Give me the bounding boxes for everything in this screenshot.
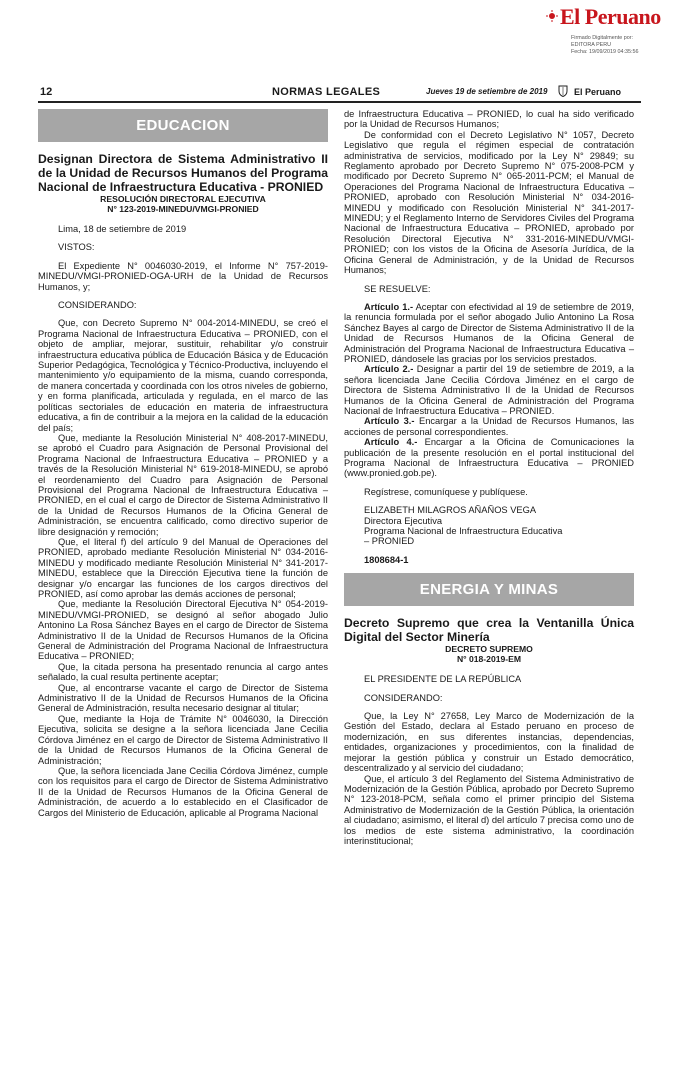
signature-line: Firmado Digitalmente por:: [571, 35, 634, 41]
article-text: Encargar a la Unidad de Recursos Humanos, las acciones de personal correspondientes.: [344, 416, 634, 437]
article-headline: Designan Directora de Sistema Administrativo II de la Unidad de Recursos Humanos del Programa Nacional de Infraestructura Educativa - PRONIED: [38, 152, 328, 194]
paragraph: Que, el artículo 3 del Reglamento del Sistema Administrativo de Modernización de la Gestión Pública, aprobado por Decreto Supremo N° 123-2018-PCM, señala como el primer principio del Sistema Administrativo de Modernización de la Gestión Pública, la orientación al ciudadano; asimismo, el literal d) del artículo 7 precisa como uno de los medios de este sistema administrativo, la coordinación interinstitucional;: [344, 773, 634, 846]
digital-signature: [571, 35, 675, 56]
publication-code: 1808684-1: [364, 554, 409, 565]
place-date: Lima, 18 de setiembre de 2019: [58, 224, 187, 234]
paragraph-continuation: de Infraestructura Educativa – PRONIED, lo cual ha sido verificado por la Unidad de Recursos Humanos;: [344, 109, 634, 130]
paragraph: Que, mediante la Resolución Ministerial N° 408-2017-MINEDU, se aprobó el Cuadro para Asignación de Personal Provisional del Programa Nacional de Infraestructura Educativa – PRONIED y a través de la Resolución Ministerial N° 619-2018-MINEDU, se aprobó el reordenamiento del Cuadro para Asignación de Personal Provisional del Programa Nacional de Infraestructura Educativa – PRONIED, en el cual el cargo de Director de Sistema Administrativo II de la Unidad de Recursos Humanos de la Oficina General de Administración, se encuentra calificado, como directivo superior de libre designación y remoción;: [38, 432, 328, 537]
signatory-role: Directora Ejecutiva: [364, 515, 443, 526]
signatory-block: [364, 505, 634, 547]
article-label: Artículo 4.-: [364, 437, 418, 448]
paragraph: Que, el literal f) del artículo 9 del Manual de Operaciones del PRONIED, aprobado mediante Resolución Ministerial N° 034-2016-MINEDU y modificado mediante Resolución Ministerial N° 341-2017-MINEDU, establece que la Dirección Ejecutiva tiene la función de designar y/o encargar las funciones de los cargos directivos del PRONIED, así como aprobar las demás acciones de personal;: [38, 536, 328, 599]
article-item: [344, 437, 634, 479]
conformidad-paragraph: De conformidad con el Decreto Legislativo N° 1057, Decreto Legislativo que regula el régimen especial de contratación administrativa de servicios, modificado por la Ley N° 29849; su Reglamento aprobado por Decreto Supremo N° 075-2008-PCM y modificado por Decreto Supremo N° 065-2011-PCM; el Manual de Operaciones del Programa Nacional de Infraestructura Educativa – PRONIED, aprobado con Resolución Ministerial N° 034-2016-MINEDU y modificado con Resolución Ministerial N° 341-2017-MINEDU; y el Reglamento Interno de Servidores Civiles del Programa Nacional de Infraestructura Educativa – PRONIED, aprobado por Resolución Directoral Ejecutiva N° 331-2016-MINEDU/VMGI-PRONIED; con los vistos de la Oficina de Asesoría Jurídica, de la Oficina General de Administración, y de la Unidad de Recursos Humanos;: [344, 129, 634, 276]
vistos-label: VISTOS:: [58, 242, 95, 253]
signatory-entity: Programa Nacional de Infraestructura Educativa: [364, 526, 563, 537]
considerando-label: CONSIDERANDO:: [58, 300, 137, 311]
header-rule: [38, 101, 641, 103]
section-title: NORMAS LEGALES: [272, 86, 381, 98]
paragraph: Que, mediante la Hoja de Trámite N° 0046030, la Dirección Ejecutiva, solicita se designe a la señora licenciada Jane Cecilia Córdova Jiménez en el cargo de Director de Sistema Administrativo II de la Unidad de Recursos Humanos de la Oficina General de Administración;: [38, 713, 328, 766]
section-band-educacion: EDUCACION: [38, 109, 328, 142]
article-text: Designar a partir del 19 de setiembre de 2019, a la señora licenciada Jane Cecilia Córdova Jiménez en el cargo de Directora de Sistema Administrativo II de la Unidad de Recursos Humanos de la Oficina General de Administración del Programa Nacional de Infraestructura Educativa – PRONIED.: [344, 364, 635, 416]
coat-of-arms-icon: [558, 85, 568, 97]
signature-line: EDITORA PERU: [571, 42, 612, 48]
article-text: Aceptar con efectividad al 19 de setiembre de 2019, la renuncia formulada por el señor abogado Julio Antonino La Rosa Sánchez Bayes al cargo de Director de Sistema Administrativo II de la Unidad de Recursos Humanos de la Oficina General de Administración del Programa Nacional de Infraestructura Educativa – PRONIED, dándosele las gracias por los servicios prestados.: [344, 301, 634, 364]
left-column: [38, 109, 328, 818]
resolution-number: N° 123-2019-MINEDU/VMGI-PRONIED: [107, 204, 259, 214]
paragraph: Que, con Decreto Supremo N° 004-2014-MINEDU, se creó el Programa Nacional de Infraestructura Educativa – PRONIED, con el objeto de ampliar, mejorar, sustituir, rehabilitar y/o construir infraestructura educativa pública de Educación Básica y de Educación Superior Pedagógica, Tecnológica y Técnico-Productiva, incluyendo el mantenimiento y/o equipamiento de la misma, cuando corresponda, de manera concertada y coordinada con los otros niveles de gobierno, y en forma planificada, articulada y regulada, en el marco de las políticas sectoriales de educación en materia de infraestructura educativa, a fin de contribuir a la mejora en la calidad de la educación del país;: [38, 318, 328, 433]
article-headline: Decreto Supremo que crea la Ventanilla Única Digital del Sector Minería: [344, 616, 634, 645]
right-column: [344, 109, 634, 846]
article-item: [344, 416, 634, 437]
page-header: [36, 86, 648, 100]
closing-formula: Regístrese, comuníquese y publíquese.: [364, 486, 528, 497]
section-band-energia-minas: ENERGIA Y MINAS: [344, 573, 634, 606]
president-line: EL PRESIDENTE DE LA REPÚBLICA: [364, 674, 522, 685]
issue-date: Jueves 19 de setiembre de 2019: [426, 87, 548, 96]
signatory-name: ELIZABETH MILAGROS AÑAÑOS VEGA: [364, 505, 537, 516]
page-number: 12: [40, 86, 53, 98]
article-label: Artículo 2.-: [364, 364, 414, 375]
sun-emblem-icon: [546, 10, 558, 22]
article-item: [344, 364, 634, 416]
decree-title-line: DECRETO SUPREMO: [445, 644, 533, 655]
paragraph: Que, al encontrarse vacante el cargo de Director de Sistema Administrativo II de la Unidad de Recursos Humanos de la Oficina General de Administración, resulta necesario designar al titular;: [38, 682, 328, 714]
considerando-label: CONSIDERANDO:: [364, 692, 443, 703]
paragraph: Que, mediante la Resolución Directoral Ejecutiva N° 054-2019-MINEDU/VMGI-PRONIED, se designó al señor abogado Julio Antonino La Rosa Sánchez Bayes en el cargo de Director de Sistema Administrativo II de la Unidad de Recursos Humanos de la Oficina General de Administración del Programa Nacional de Infraestructura Educativa – PRONIED;: [38, 599, 328, 662]
publication-name: El Peruano: [574, 87, 622, 97]
article-item: [344, 302, 634, 364]
article-label: Artículo 3.-: [364, 416, 415, 427]
newspaper-logo: El Peruano: [560, 4, 661, 29]
resolution-title: [38, 194, 328, 214]
resuelve-label: SE RESUELVE:: [364, 283, 431, 294]
paragraph: Que, la señora licenciada Jane Cecilia Córdova Jiménez, cumple con los requisitos para el cargo de Director de Sistema Administrativo II de la Unidad de Recursos Humanos de la Oficina General de Administración, de acuerdo a lo establecido en el Clasificador de Cargos del Ministerio de Educación, aplicable al Programa Nacional: [38, 765, 328, 818]
signature-line: Fecha: 19/09/2019 04:35:56: [571, 49, 639, 55]
signatory-entity-suffix: – PRONIED: [364, 536, 415, 547]
vistos-text: El Expediente N° 0046030-2019, el Informe N° 757-2019-MINEDU/VMGI-PRONIED-OGA-URH de la Unidad de Recursos Humanos, y;: [38, 260, 328, 292]
resolution-title-line: RESOLUCIÓN DIRECTORAL EJECUTIVA: [100, 194, 266, 204]
paragraph: Que, la Ley N° 27658, Ley Marco de Modernización de la Gestión del Estado, declara al Estado peruano en proceso de modernización, en sus diferentes instancias, dependencias, entidades, organizaciones y procedimientos, con la finalidad de mejorar la gestión pública y construir un Estado democrático, descentralizado y al servicio del ciudadano;: [344, 711, 634, 774]
decree-title: [344, 644, 634, 664]
article-text: Encargar a la Oficina de Comunicaciones la publicación de la presente resolución en el portal institucional del Programa Nacional de Infraestructura Educativa – PRONIED (www.pronied.gob.pe).: [344, 437, 634, 479]
decree-number: N° 018-2019-EM: [456, 654, 522, 665]
paragraph: Que, la citada persona ha presentado renuncia al cargo antes señalado, la cual resulta pertinente aceptar;: [38, 661, 328, 683]
article-label: Artículo 1.-: [364, 301, 414, 312]
